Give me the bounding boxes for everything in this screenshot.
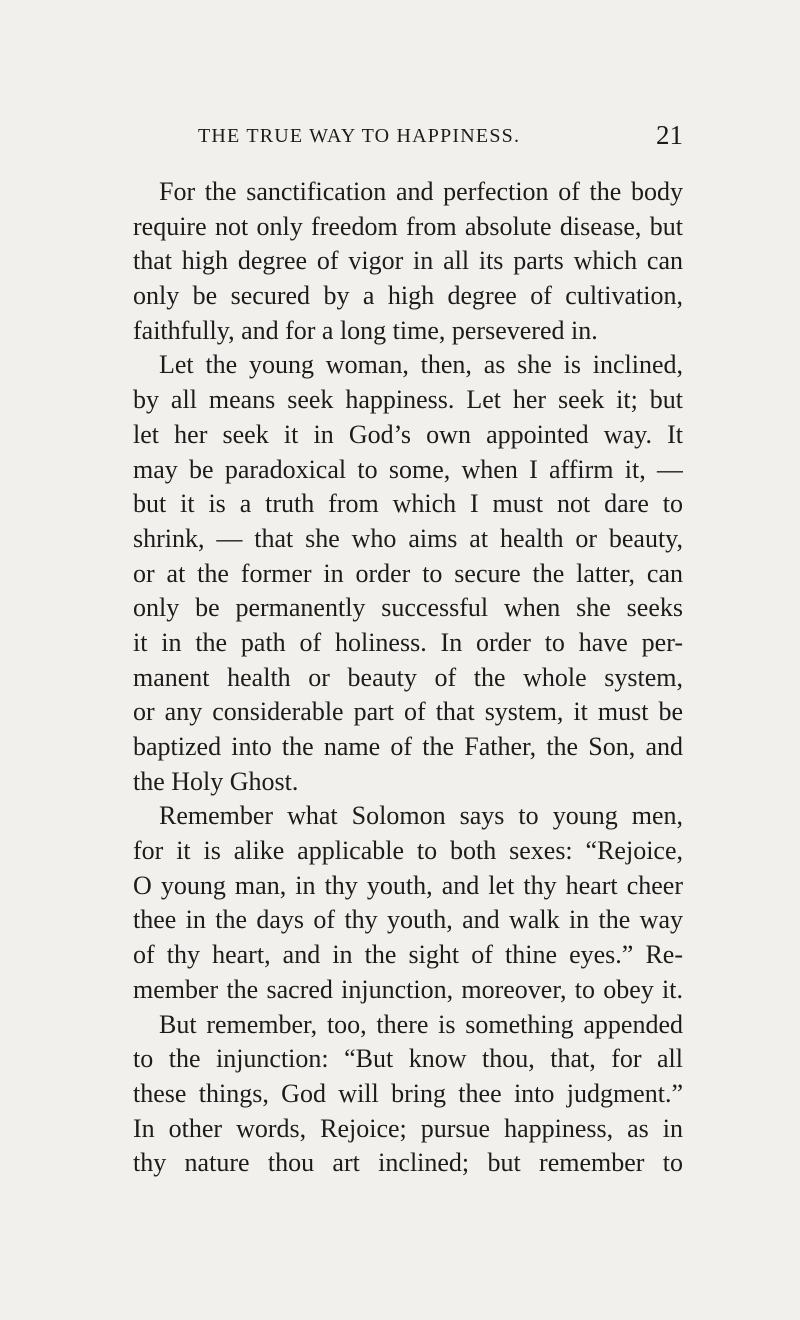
text-line: by all means seek happiness. Let her seek it; but xyxy=(133,385,683,415)
running-head-title: THE TRUE WAY TO HAPPINESS. xyxy=(198,125,521,147)
text-line: baptized into the name of the Father, the Son, and xyxy=(133,732,683,761)
text-line: member the sacred injunction, moreover, to obey it. xyxy=(133,974,683,1004)
text-line: thee in the days of thy youth, and walk in the way xyxy=(133,905,683,935)
text-line: but it is a truth from which I must not dare to xyxy=(133,489,683,519)
body-text xyxy=(133,175,683,1181)
text-line: for it is alike applicable to both sexes: “Rejoice, xyxy=(133,836,683,866)
text-line: In other words, Rejoice; pursue happiness, as in xyxy=(133,1113,683,1143)
text-line: thy nature thou art inclined; but remember to xyxy=(133,1148,683,1178)
text-line: Let the young woman, then, as she is inclined, xyxy=(159,350,683,380)
text-line: or at the former in order to secure the latter, can xyxy=(133,558,683,588)
text-line: But remember, too, there is something appended xyxy=(159,1009,683,1039)
text-line: faithfully, and for a long time, persevered in. xyxy=(133,315,598,345)
text-line: these things, God will bring thee into judgment.” xyxy=(133,1078,683,1108)
text-line: require not only freedom from absolute disease, but xyxy=(133,211,683,241)
text-line: let her seek it in God’s own appointed way. It xyxy=(133,419,683,449)
text-line: manent health or beauty of the whole system, xyxy=(133,662,683,692)
text-line: may be paradoxical to some, when I affirm it, — xyxy=(133,454,683,484)
text-line: or any considerable part of that system, it must be xyxy=(133,697,683,727)
text-line: shrink, — that she who aims at health or beauty, xyxy=(133,523,683,553)
text-line: of thy heart, and in the sight of thine eyes.” Re- xyxy=(133,940,683,970)
text-line: that high degree of vigor in all its parts which can xyxy=(133,246,683,276)
text-line: it in the path of holiness. In order to have per- xyxy=(133,627,683,657)
text-line: the Holy Ghost. xyxy=(133,766,299,796)
text-line: Remember what Solomon says to young men, xyxy=(159,801,683,831)
text-line: For the sanctification and perfection of the body xyxy=(159,177,683,206)
text-line: to the injunction: “But know thou, that, for all xyxy=(133,1044,683,1074)
running-head xyxy=(133,121,683,151)
page-number: 21 xyxy=(656,120,683,150)
text-line: only be secured by a high degree of cultivation, xyxy=(133,281,683,311)
text-line: only be permanently successful when she seeks xyxy=(133,593,683,623)
text-line: O young man, in thy youth, and let thy heart cheer xyxy=(133,870,683,900)
